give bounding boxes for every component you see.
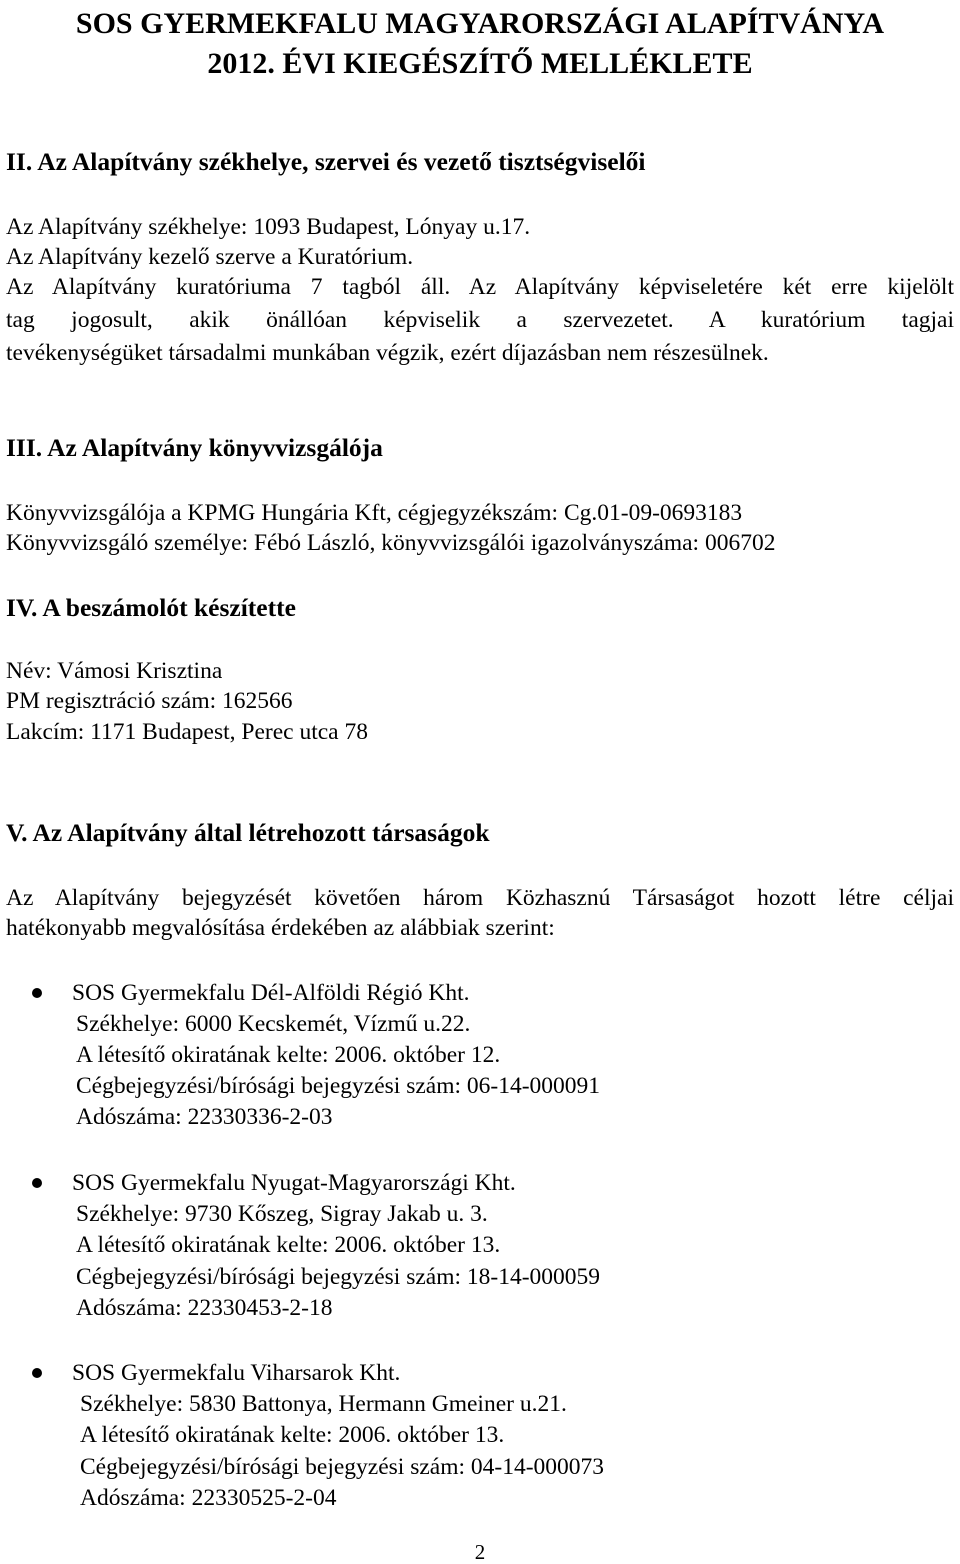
document-title-line-1: SOS GYERMEKFALU MAGYARORSZÁGI ALAPÍTVÁNYA — [75, 7, 885, 40]
section-4-address-line: Lakcím: 1171 Budapest, Perec utca 78 — [6, 719, 368, 745]
document-title — [0, 4, 960, 84]
company-2-founded: A létesítő okiratának kelte: 2006. október 13. — [76, 1232, 501, 1258]
section-4-name-line: Név: Vámosi Krisztina — [6, 658, 223, 684]
company-2-seat: Székhelye: 9730 Kőszeg, Sigray Jakab u. 3. — [76, 1201, 488, 1227]
company-3-founded: A létesítő okiratának kelte: 2006. október 13. — [80, 1422, 505, 1448]
section-2-paragraph-line-3: tevékenységüket társadalmi munkában végzik, ezért díjazásban nem részesülnek. — [6, 340, 769, 366]
company-1-seat: Székhelye: 6000 Kecskemét, Vízmű u.22. — [76, 1011, 471, 1037]
section-5-intro-line-2: hatékonyabb megvalósítása érdekében az alábbiak szerint: — [6, 915, 555, 941]
company-3-seat: Székhelye: 5830 Battonya, Hermann Gmeiner u.21. — [80, 1391, 567, 1417]
section-3-heading: III. Az Alapítvány könyvvizsgálója — [6, 433, 383, 462]
section-3-auditor-line: Könyvvizsgálója a KPMG Hungária Kft, cégjegyzékszám: Cg.01-09-0693183 — [6, 500, 743, 526]
company-2-name: SOS Gyermekfalu Nyugat-Magyarországi Kht. — [72, 1170, 516, 1196]
company-3-registry: Cégbejegyzési/bírósági bejegyzési szám: 04-14-000073 — [80, 1454, 605, 1480]
document-title-line-2: 2012. ÉVI KIEGÉSZÍTŐ MELLÉKLETE — [207, 47, 753, 80]
company-1-bullet — [32, 988, 42, 998]
company-3-name: SOS Gyermekfalu Viharsarok Kht. — [72, 1360, 401, 1386]
section-5-heading: V. Az Alapítvány által létrehozott társaságok — [6, 818, 490, 847]
company-1-founded: A létesítő okiratának kelte: 2006. október 12. — [76, 1042, 501, 1068]
company-1-name: SOS Gyermekfalu Dél-Alföldi Régió Kht. — [72, 980, 470, 1006]
company-2-tax-number: Adószáma: 22330453-2-18 — [76, 1295, 333, 1321]
section-2-paragraph-line-1: Az Alapítvány kuratóriuma 7 tagból áll. Az Alapítvány képviseletére két erre kijelölt — [6, 274, 954, 300]
section-4-registration-line: PM regisztráció szám: 162566 — [6, 688, 293, 714]
company-1-registry: Cégbejegyzési/bírósági bejegyzési szám: 06-14-000091 — [76, 1073, 601, 1099]
section-5-intro-line-1: Az Alapítvány bejegyzését követően három Közhasznú Társaságot hozott létre céljai — [6, 885, 954, 911]
company-3-tax-number: Adószáma: 22330525-2-04 — [80, 1485, 337, 1511]
company-1-tax-number: Adószáma: 22330336-2-03 — [76, 1104, 333, 1130]
section-2-seat-line: Az Alapítvány székhelye: 1093 Budapest, Lónyay u.17. — [6, 214, 531, 240]
section-2-managing-body-line: Az Alapítvány kezelő szerve a Kuratórium. — [6, 244, 414, 270]
section-4-heading: IV. A beszámolót készítette — [6, 593, 296, 622]
company-2-registry: Cégbejegyzési/bírósági bejegyzési szám: 18-14-000059 — [76, 1264, 601, 1290]
section-2-paragraph-line-2: tag jogosult, akik önállóan képviselik a szervezetet. A kuratórium tagjai — [6, 307, 954, 333]
section-2-heading: II. Az Alapítvány székhelye, szervei és vezető tisztségviselői — [6, 147, 646, 176]
company-2-bullet — [32, 1178, 42, 1188]
page-number: 2 — [474, 1540, 486, 1564]
company-3-bullet — [32, 1368, 42, 1378]
section-3-auditor-person-line: Könyvvizsgáló személye: Fébó László, könyvvizsgálói igazolványszáma: 006702 — [6, 530, 776, 556]
